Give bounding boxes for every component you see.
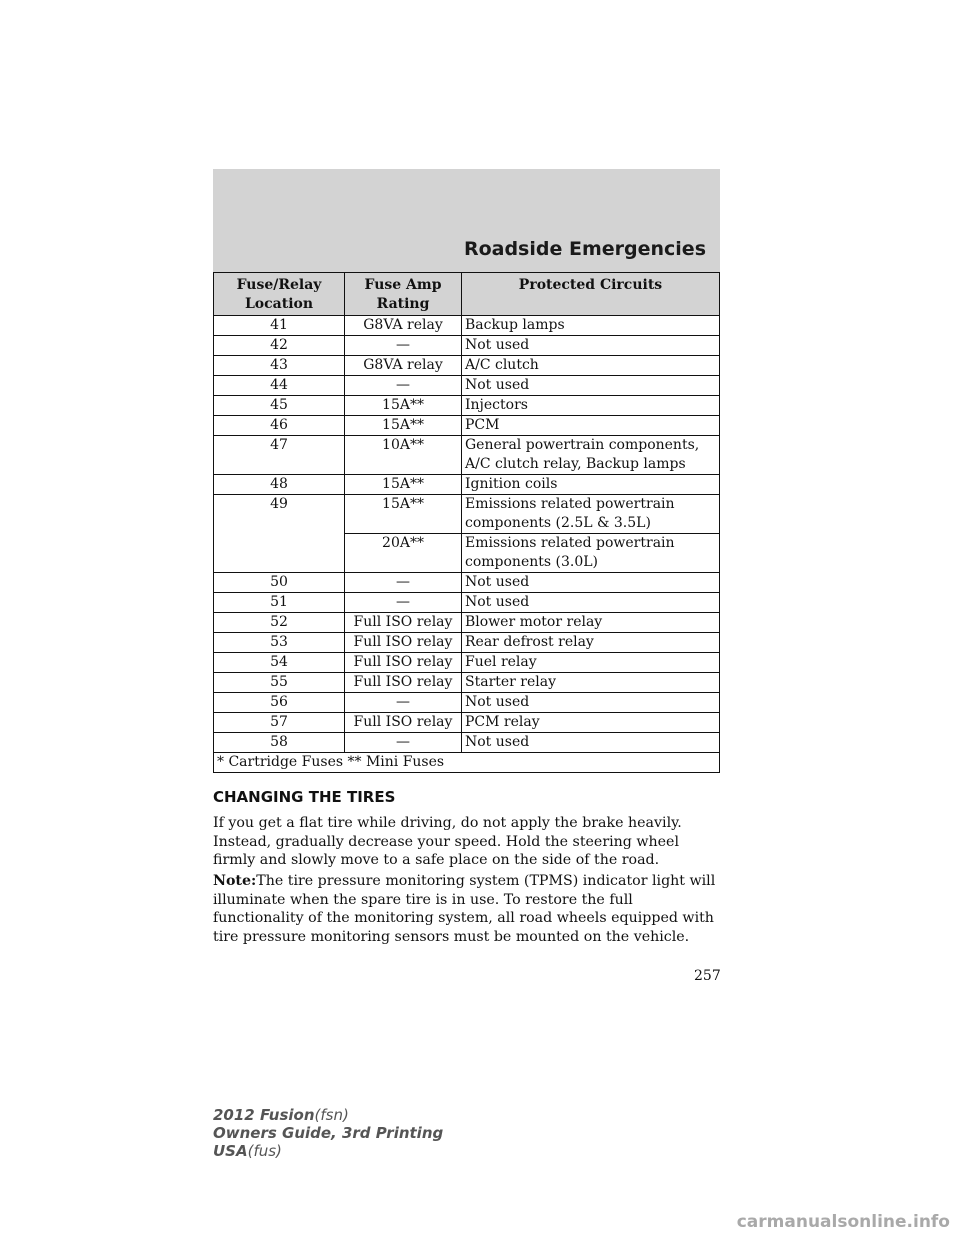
table-footnote: * Cartridge Fuses ** Mini Fuses	[214, 753, 720, 773]
col-header-circuits: Protected Circuits	[462, 273, 720, 316]
cell-circuit: A/C clutch	[462, 356, 720, 376]
cell-location: 44	[214, 376, 345, 396]
table-footnote-row	[214, 753, 720, 773]
cell-location: 41	[214, 316, 345, 336]
cell-circuit: Backup lamps	[462, 316, 720, 336]
cell-amp: G8VA relay	[345, 356, 462, 376]
cell-circuit: Not used	[462, 376, 720, 396]
cell-amp: —	[345, 573, 462, 593]
note-text: The tire pressure monitoring system (TPMS) indicator light will illuminate when the spare tire is in use. To restore the full functionality of the monitoring system, all road wheels equipped with tire pressure monitoring sensors must be mounted on the vehicle.	[213, 873, 716, 945]
table-row	[214, 653, 720, 673]
footer-market-code: (fus)	[247, 1142, 282, 1160]
cell-amp: 20A**	[345, 534, 462, 573]
cell-location: 56	[214, 693, 345, 713]
cell-circuit: Rear defrost relay	[462, 633, 720, 653]
section-header-band	[213, 169, 720, 282]
table-row	[214, 396, 720, 416]
cell-location: 47	[214, 436, 345, 475]
cell-amp: Full ISO relay	[345, 633, 462, 653]
cell-circuit: Emissions related powertrain components (2.5L & 3.5L)	[462, 495, 720, 534]
table-row	[214, 356, 720, 376]
table-row	[214, 633, 720, 653]
cell-amp: 15A**	[345, 416, 462, 436]
table-row	[214, 733, 720, 753]
cell-amp: —	[345, 593, 462, 613]
page-number: 257	[694, 968, 721, 984]
table-row	[214, 693, 720, 713]
cell-circuit: Starter relay	[462, 673, 720, 693]
section-title: Roadside Emergencies	[463, 238, 706, 260]
cell-location: 46	[214, 416, 345, 436]
cell-location: 51	[214, 593, 345, 613]
cell-circuit: Not used	[462, 573, 720, 593]
cell-circuit: Fuel relay	[462, 653, 720, 673]
cell-amp: —	[345, 336, 462, 356]
cell-circuit: Emissions related powertrain components (3.0L)	[462, 534, 720, 573]
cell-amp: —	[345, 733, 462, 753]
table-row	[214, 436, 720, 475]
footer-market: USA	[213, 1142, 248, 1160]
cell-amp: Full ISO relay	[345, 653, 462, 673]
watermark: carmanualsonline.info	[736, 1212, 950, 1232]
paragraph: If you get a flat tire while driving, do not apply the brake heavily. Instead, gradually decrease your speed. Hold the steering wheel firmly and slowly move to a safe place on the side of the road.	[213, 815, 682, 868]
cell-location: 58	[214, 733, 345, 753]
table-row	[214, 495, 720, 534]
cell-circuit: Not used	[462, 693, 720, 713]
note-label: Note:	[213, 873, 257, 889]
col-header-amp: Fuse Amp Rating	[345, 273, 462, 316]
cell-location: 52	[214, 613, 345, 633]
cell-amp: 15A**	[345, 396, 462, 416]
cell-amp: —	[345, 376, 462, 396]
fuse-table	[213, 272, 720, 773]
table-row	[214, 613, 720, 633]
cell-amp: G8VA relay	[345, 316, 462, 336]
footer-edition: Owners Guide, 3rd Printing	[213, 1124, 444, 1142]
cell-circuit: PCM relay	[462, 713, 720, 733]
cell-circuit: Not used	[462, 593, 720, 613]
cell-circuit: Not used	[462, 733, 720, 753]
table-row	[214, 376, 720, 396]
cell-location: 42	[214, 336, 345, 356]
cell-location: 54	[214, 653, 345, 673]
note-paragraph	[213, 872, 723, 946]
cell-amp: Full ISO relay	[345, 673, 462, 693]
table-row	[214, 336, 720, 356]
table-row	[214, 713, 720, 733]
cell-location: 50	[214, 573, 345, 593]
cell-circuit: Injectors	[462, 396, 720, 416]
footer-model-code: (fsn)	[314, 1106, 349, 1124]
cell-circuit: PCM	[462, 416, 720, 436]
table-header-row	[214, 273, 720, 316]
table-row	[214, 416, 720, 436]
col-header-location: Fuse/Relay Location	[214, 273, 345, 316]
section-heading: CHANGING THE TIRES	[213, 788, 396, 806]
cell-amp: 15A**	[345, 495, 462, 534]
table-row	[214, 673, 720, 693]
footer-model: 2012 Fusion	[213, 1106, 315, 1124]
cell-amp: Full ISO relay	[345, 713, 462, 733]
cell-location: 57	[214, 713, 345, 733]
cell-amp: 15A**	[345, 475, 462, 495]
cell-amp: 10A**	[345, 436, 462, 475]
table-row	[214, 593, 720, 613]
cell-location: 53	[214, 633, 345, 653]
document-footer	[213, 1106, 443, 1160]
table-row	[214, 475, 720, 495]
cell-location: 55	[214, 673, 345, 693]
table-row	[214, 573, 720, 593]
cell-circuit: Not used	[462, 336, 720, 356]
cell-location: 45	[214, 396, 345, 416]
cell-amp: Full ISO relay	[345, 613, 462, 633]
cell-location: 43	[214, 356, 345, 376]
cell-location: 49	[214, 495, 345, 573]
cell-location: 48	[214, 475, 345, 495]
cell-amp: —	[345, 693, 462, 713]
table-row	[214, 316, 720, 336]
cell-circuit: General powertrain components, A/C clutch relay, Backup lamps	[462, 436, 720, 475]
cell-circuit: Ignition coils	[462, 475, 720, 495]
cell-circuit: Blower motor relay	[462, 613, 720, 633]
